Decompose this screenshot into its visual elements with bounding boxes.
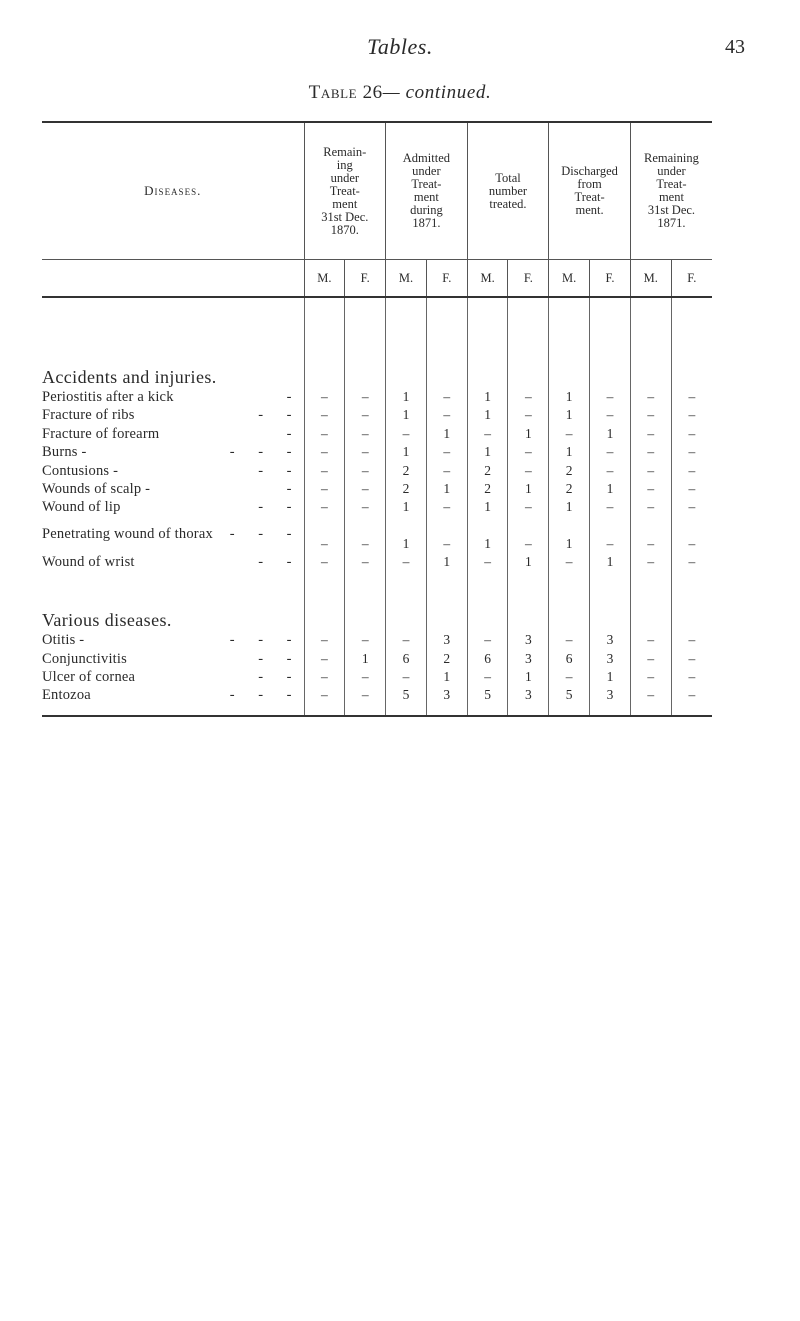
count-cell: –: [304, 668, 345, 686]
count-cell: 1: [549, 388, 590, 406]
spacer-cell: [467, 297, 508, 356]
count-cell: –: [590, 498, 631, 516]
leader-dashes: - - -: [229, 632, 302, 649]
count-cell: –: [508, 517, 549, 553]
caption-main: Table 26: [308, 82, 383, 103]
count-cell: –: [304, 480, 345, 498]
count-cell: –: [630, 650, 671, 668]
disease-name: Entozoa: [42, 687, 91, 704]
sex-header-male: M.: [549, 260, 590, 298]
count-cell: –: [386, 425, 427, 443]
count-cell: –: [345, 631, 386, 649]
count-cell: 2: [549, 462, 590, 480]
count-cell: –: [630, 443, 671, 461]
count-cell: 5: [549, 686, 590, 704]
count-cell: –: [671, 480, 712, 498]
count-cell: –: [304, 462, 345, 480]
count-cell: –: [549, 553, 590, 571]
count-cell: 1: [386, 406, 427, 424]
disease-name: Wounds of scalp -: [42, 481, 151, 498]
count-cell: –: [590, 406, 631, 424]
spacer-label-cell: [42, 705, 304, 716]
count-cell: –: [304, 650, 345, 668]
count-cell: –: [590, 462, 631, 480]
count-cell: 3: [590, 650, 631, 668]
spacer-cell: [386, 599, 427, 631]
disease-name: Burns -: [42, 444, 87, 461]
count-cell: –: [345, 498, 386, 516]
table-row: [42, 462, 712, 480]
count-cell: 2: [386, 462, 427, 480]
spacer-cell: [345, 297, 386, 356]
sex-header-female: F.: [590, 260, 631, 298]
count-cell: –: [426, 517, 467, 553]
count-cell: 1: [508, 553, 549, 571]
count-cell: 1: [386, 498, 427, 516]
group-header-total-treated: Total number treated.: [467, 123, 549, 260]
spacer-cell: [508, 571, 549, 599]
count-cell: 1: [426, 425, 467, 443]
count-cell: 3: [426, 631, 467, 649]
spacer-label-cell: [42, 297, 304, 356]
count-cell: –: [386, 631, 427, 649]
spacer-cell: [304, 705, 345, 716]
count-cell: –: [426, 462, 467, 480]
count-cell: –: [304, 498, 345, 516]
count-cell: –: [467, 425, 508, 443]
count-cell: –: [508, 462, 549, 480]
leader-dashes: - -: [258, 499, 302, 516]
count-cell: 1: [508, 668, 549, 686]
count-cell: –: [345, 443, 386, 461]
group-header-admitted-1871: Admitted under Treat- ment during 1871.: [386, 123, 468, 260]
count-cell: –: [549, 668, 590, 686]
spacer-cell: [590, 705, 631, 716]
count-cell: –: [345, 406, 386, 424]
count-cell: 1: [549, 498, 590, 516]
count-cell: 1: [549, 443, 590, 461]
spacer-cell: [426, 297, 467, 356]
disease-name-cell: [42, 631, 304, 649]
table-row: [42, 631, 712, 649]
count-cell: –: [671, 517, 712, 553]
count-cell: 5: [386, 686, 427, 704]
spacer-cell: [590, 599, 631, 631]
count-cell: –: [630, 462, 671, 480]
spacer-cell: [630, 356, 671, 388]
count-cell: –: [345, 462, 386, 480]
leader-dashes: -: [286, 481, 302, 498]
table-row: [42, 425, 712, 443]
statistics-table-container: [42, 121, 712, 717]
count-cell: –: [590, 443, 631, 461]
count-cell: –: [304, 388, 345, 406]
count-cell: –: [630, 517, 671, 553]
count-cell: –: [304, 517, 345, 553]
count-cell: –: [590, 388, 631, 406]
sex-header-male: M.: [386, 260, 427, 298]
count-cell: –: [426, 388, 467, 406]
spacer-cell: [467, 705, 508, 716]
leader-dashes: - -: [258, 669, 302, 686]
spacer-cell: [508, 356, 549, 388]
table-body: [42, 297, 712, 716]
count-cell: 3: [590, 686, 631, 704]
spacer-cell: [508, 705, 549, 716]
table-row: [42, 498, 712, 516]
count-cell: 2: [426, 650, 467, 668]
count-cell: –: [630, 425, 671, 443]
count-cell: –: [345, 686, 386, 704]
count-cell: 2: [467, 462, 508, 480]
count-cell: –: [671, 406, 712, 424]
spacer-cell: [590, 571, 631, 599]
spacer-cell: [671, 297, 712, 356]
count-cell: –: [345, 553, 386, 571]
disease-name: Contusions -: [42, 462, 119, 479]
table-row: [42, 686, 712, 704]
count-cell: –: [671, 462, 712, 480]
spacer-cell: [386, 356, 427, 388]
count-cell: 6: [386, 650, 427, 668]
count-cell: –: [630, 631, 671, 649]
count-cell: –: [671, 650, 712, 668]
sex-header-male: M.: [304, 260, 345, 298]
spacer-cell: [671, 571, 712, 599]
count-cell: –: [304, 425, 345, 443]
count-cell: 3: [508, 631, 549, 649]
section-heading: Accidents and injuries.: [42, 366, 217, 387]
count-cell: 1: [549, 517, 590, 553]
spacer-cell: [508, 599, 549, 631]
leader-dashes: - -: [258, 462, 302, 479]
count-cell: –: [590, 517, 631, 553]
count-cell: –: [549, 425, 590, 443]
count-cell: –: [671, 631, 712, 649]
count-cell: –: [467, 631, 508, 649]
table-caption: [0, 82, 800, 104]
spacer-cell: [345, 571, 386, 599]
page-number: 43: [725, 36, 745, 58]
sex-header-blank: [42, 260, 304, 298]
table-row: [42, 443, 712, 461]
sex-header-female: F.: [426, 260, 467, 298]
disease-name-cell: [42, 498, 304, 516]
sex-header-female: F.: [345, 260, 386, 298]
spacer-cell: [426, 705, 467, 716]
leader-dashes: - - -: [229, 444, 302, 461]
disease-name-cell: [42, 650, 304, 668]
count-cell: 1: [426, 553, 467, 571]
count-cell: –: [345, 480, 386, 498]
bottom-rule-row: [42, 705, 712, 716]
table-row: [42, 517, 712, 553]
count-cell: –: [630, 668, 671, 686]
leader-dashes: - -: [258, 553, 302, 570]
disease-name-cell: [42, 517, 304, 553]
spacer-cell: [426, 599, 467, 631]
spacer-cell: [467, 571, 508, 599]
count-cell: 5: [467, 686, 508, 704]
spacer-cell: [467, 356, 508, 388]
spacer-cell: [590, 356, 631, 388]
count-cell: –: [630, 553, 671, 571]
count-cell: 1: [590, 480, 631, 498]
count-cell: –: [345, 668, 386, 686]
count-cell: –: [630, 406, 671, 424]
count-cell: 1: [426, 668, 467, 686]
spacer-label-cell: [42, 571, 304, 599]
count-cell: –: [549, 631, 590, 649]
count-cell: 1: [386, 517, 427, 553]
table-row: [42, 553, 712, 571]
disease-name-cell: [42, 388, 304, 406]
group-header-remaining-1871: Remaining under Treat- ment 31st Dec. 1871.: [630, 123, 712, 260]
leader-dashes: - -: [258, 650, 302, 667]
count-cell: 6: [467, 650, 508, 668]
count-cell: 1: [590, 425, 631, 443]
count-cell: –: [386, 553, 427, 571]
count-cell: –: [630, 480, 671, 498]
sex-header-female: F.: [508, 260, 549, 298]
leader-dashes: - - -: [229, 687, 302, 704]
spacer-cell: [386, 705, 427, 716]
group-header-remaining-1870: Remain- ing under Treat- ment 31st Dec. 1870.: [304, 123, 386, 260]
count-cell: –: [630, 388, 671, 406]
group-header-discharged: Discharged from Treat- ment.: [549, 123, 631, 260]
top-spacer-row: [42, 297, 712, 356]
spacer-cell: [549, 356, 590, 388]
count-cell: 1: [426, 480, 467, 498]
disease-name-cell: [42, 443, 304, 461]
table-row: [42, 668, 712, 686]
spacer-cell: [590, 297, 631, 356]
count-cell: –: [386, 668, 427, 686]
leader-dashes: -: [286, 389, 302, 405]
disease-name-cell: [42, 553, 304, 571]
spacer-cell: [549, 705, 590, 716]
count-cell: –: [671, 553, 712, 571]
count-cell: 1: [590, 553, 631, 571]
count-cell: 1: [549, 406, 590, 424]
disease-name: Otitis -: [42, 632, 85, 649]
spacer-cell: [630, 571, 671, 599]
spacer-cell: [549, 571, 590, 599]
count-cell: –: [345, 517, 386, 553]
count-cell: –: [508, 443, 549, 461]
count-cell: –: [671, 425, 712, 443]
leader-dashes: - -: [258, 407, 302, 424]
statistics-table: [42, 121, 712, 717]
count-cell: –: [304, 443, 345, 461]
caption-continued: — continued.: [382, 82, 492, 103]
disease-name: Ulcer of cornea: [42, 669, 136, 686]
count-cell: –: [426, 498, 467, 516]
count-cell: 2: [386, 480, 427, 498]
section-heading-row: [42, 356, 712, 388]
count-cell: 3: [508, 686, 549, 704]
table-row: [42, 480, 712, 498]
count-cell: 6: [549, 650, 590, 668]
sex-header-male: M.: [630, 260, 671, 298]
disease-name: Wound of lip: [42, 499, 121, 516]
count-cell: 1: [467, 388, 508, 406]
section-heading: Various diseases.: [42, 609, 172, 630]
spacer-cell: [508, 297, 549, 356]
count-cell: –: [671, 668, 712, 686]
count-cell: 1: [508, 480, 549, 498]
disease-name-cell: [42, 462, 304, 480]
diseases-column-header: Diseases.: [144, 183, 202, 198]
spacer-cell: [345, 705, 386, 716]
table-row: [42, 388, 712, 406]
count-cell: –: [508, 406, 549, 424]
sex-header-male: M.: [467, 260, 508, 298]
spacer-cell: [630, 705, 671, 716]
count-cell: 1: [386, 388, 427, 406]
spacer-cell: [304, 599, 345, 631]
running-title: Tables.: [367, 34, 433, 59]
count-cell: –: [304, 686, 345, 704]
count-cell: –: [508, 388, 549, 406]
spacer-cell: [304, 297, 345, 356]
count-cell: –: [467, 553, 508, 571]
disease-name-cell: [42, 668, 304, 686]
section-heading-row: [42, 599, 712, 631]
count-cell: 1: [386, 443, 427, 461]
spacer-cell: [426, 356, 467, 388]
disease-name: Periostitis after a kick: [42, 389, 174, 405]
count-cell: –: [671, 388, 712, 406]
disease-name: Wound of wrist: [42, 553, 135, 570]
spacer-cell: [671, 356, 712, 388]
count-cell: –: [304, 553, 345, 571]
count-cell: –: [345, 388, 386, 406]
count-cell: –: [426, 443, 467, 461]
count-cell: 1: [467, 443, 508, 461]
count-cell: –: [467, 668, 508, 686]
count-cell: 1: [345, 650, 386, 668]
count-cell: –: [630, 498, 671, 516]
count-cell: 3: [590, 631, 631, 649]
leader-dashes: - - -: [229, 526, 302, 543]
spacer-cell: [345, 599, 386, 631]
spacer-cell: [386, 297, 427, 356]
spacer-cell: [467, 599, 508, 631]
spacer-cell: [549, 297, 590, 356]
count-cell: 3: [508, 650, 549, 668]
spacer-cell: [549, 599, 590, 631]
count-cell: –: [671, 443, 712, 461]
disease-name-cell: [42, 480, 304, 498]
spacer-cell: [426, 571, 467, 599]
section-gap-row: [42, 571, 712, 599]
spacer-cell: [304, 356, 345, 388]
count-cell: 2: [467, 480, 508, 498]
table-row: [42, 650, 712, 668]
spacer-cell: [345, 356, 386, 388]
spacer-cell: [304, 571, 345, 599]
count-cell: 1: [590, 668, 631, 686]
count-cell: 1: [467, 517, 508, 553]
sex-header-female: F.: [671, 260, 712, 298]
disease-name: Conjunctivitis: [42, 650, 127, 667]
disease-name-cell: [42, 686, 304, 704]
count-cell: 1: [467, 406, 508, 424]
disease-name: Penetrating wound of thorax: [42, 526, 213, 543]
count-cell: –: [671, 686, 712, 704]
count-cell: –: [304, 631, 345, 649]
disease-name: Fracture of ribs: [42, 407, 135, 424]
count-cell: –: [671, 498, 712, 516]
count-cell: –: [508, 498, 549, 516]
table-row: [42, 406, 712, 424]
count-cell: 3: [426, 686, 467, 704]
leader-dashes: -: [286, 425, 302, 442]
count-cell: –: [304, 406, 345, 424]
count-cell: 2: [549, 480, 590, 498]
disease-name-cell: [42, 425, 304, 443]
count-cell: 1: [508, 425, 549, 443]
spacer-cell: [386, 571, 427, 599]
running-head: [0, 34, 800, 64]
spacer-cell: [671, 599, 712, 631]
spacer-cell: [671, 705, 712, 716]
disease-name-cell: [42, 406, 304, 424]
count-cell: –: [345, 425, 386, 443]
spacer-cell: [630, 599, 671, 631]
spacer-cell: [630, 297, 671, 356]
count-cell: –: [426, 406, 467, 424]
disease-name: Fracture of forearm: [42, 425, 160, 442]
count-cell: 1: [467, 498, 508, 516]
count-cell: –: [630, 686, 671, 704]
